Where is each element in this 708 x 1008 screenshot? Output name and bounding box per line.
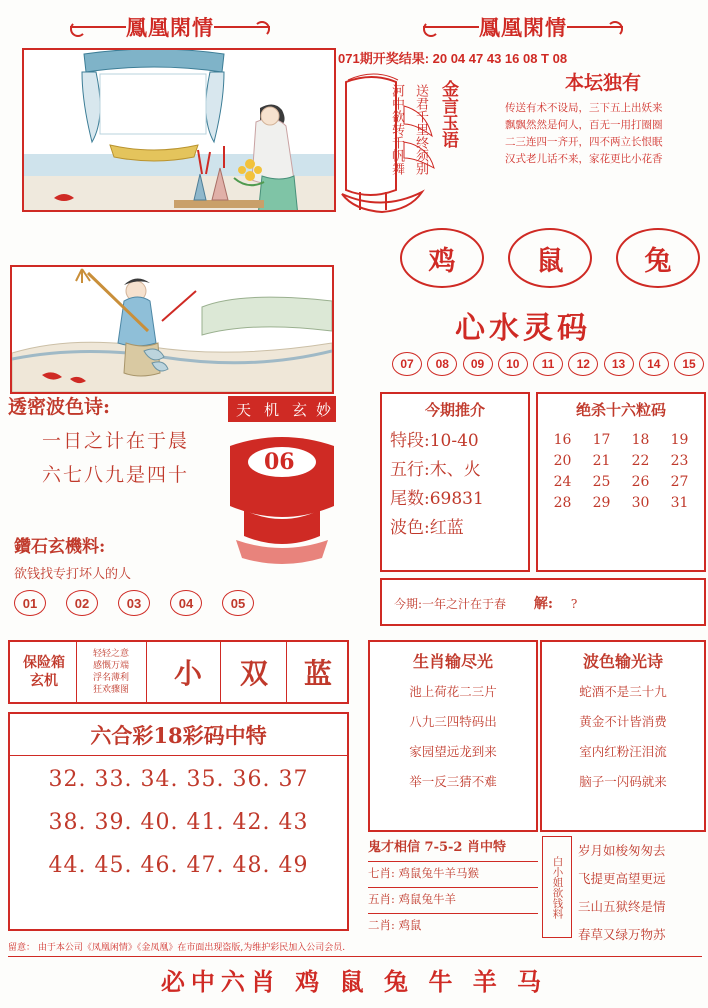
zuanshi-ball-2[interactable]: 02	[66, 590, 98, 616]
baoxian-label	[14, 642, 74, 702]
guicai-row-3	[368, 913, 538, 933]
xinshui-ball-9[interactable]: 15	[674, 352, 704, 376]
liuhe-title: 六合彩18彩码中特	[90, 723, 267, 748]
xinshui-ball-1[interactable]: 07	[392, 352, 422, 376]
zodiac-row	[400, 228, 700, 288]
yuelang-line-4: 春草又绿万物苏	[578, 927, 666, 942]
tuijie-label-3: 尾数:	[390, 489, 430, 509]
jiesha-grid	[538, 424, 704, 511]
bose-poem-line-2: 黄金不计皆消费	[579, 714, 667, 729]
tuijie-row-1	[382, 424, 528, 453]
toumi-block	[8, 392, 223, 487]
baoxian-label-line2: 玄机	[30, 673, 58, 689]
zuanshi-ball-3[interactable]: 03	[118, 590, 150, 616]
zuanshi-block	[14, 532, 224, 582]
footer-final-line: 必中六肖 鸡 鼠 兔 牛 羊 马	[160, 967, 548, 996]
zuanshi-subtitle: 欲钱找专打坏人的人	[14, 567, 132, 582]
baoxian-char-1[interactable]: 小	[173, 657, 202, 690]
svg-text:机: 机	[264, 401, 280, 419]
jiesha-num-11: 26	[631, 474, 650, 490]
baoxian-divider-2	[146, 642, 147, 702]
banner-swirl-left2-icon	[423, 19, 479, 35]
jinqi-box	[380, 578, 706, 626]
jiesha-num-6: 21	[592, 453, 611, 469]
shengxiao-poem-line-1: 池上荷花二三片	[409, 684, 497, 699]
tuijie-box	[380, 392, 530, 572]
bose-poem-title: 波色输光诗	[582, 652, 663, 671]
tuijie-label-4: 波色:	[390, 518, 430, 538]
banner-swirl-left-icon	[70, 19, 126, 35]
footer-note: 留意： 由于本公司《凤凰闲情》《金凤凰》在市面出现盗版,为维护彩民加入公司会员.	[8, 940, 702, 957]
liuhe-row-2: 38. 39. 40. 41. 42. 43	[48, 810, 309, 835]
tuijie-value-2: 木、火	[429, 460, 481, 480]
baoxian-divider-4	[286, 642, 287, 702]
liuhe-box	[8, 712, 349, 931]
yuelang-line-1: 岁月如梭匆匆去	[578, 843, 666, 858]
baoxian-box	[8, 640, 349, 704]
jiesha-title: 绝杀十六粒码	[575, 401, 666, 419]
shengxiao-poem-line-3: 家园望远龙到来	[409, 744, 497, 759]
guicai-row-1	[368, 861, 538, 881]
jiesha-num-8: 23	[670, 453, 689, 469]
yuelang-line-2: 飞提更高望更远	[578, 871, 666, 886]
bentan-block	[505, 68, 701, 169]
jiesha-num-15: 30	[631, 495, 650, 511]
guicai-label-3: 二肖:	[368, 918, 395, 932]
svg-text:天: 天	[236, 401, 252, 419]
toumi-line-2: 六七八九是四十	[41, 464, 189, 486]
banner-left-title: 鳳凰閑情	[126, 15, 214, 40]
boat-title: 金言玉语	[438, 80, 458, 148]
banner-right	[408, 14, 638, 40]
toumi-line-1: 一日之计在于晨	[41, 430, 189, 452]
liuhe-row-3: 44. 45. 46. 47. 48. 49	[48, 853, 309, 878]
zodiac-2[interactable]: 鼠	[508, 228, 592, 288]
bentan-line-3: 二三连四一齐开，四不两立长恨眠	[505, 136, 663, 148]
shengxiao-poem-line-2: 八九三四特码出	[409, 714, 497, 729]
xinshui-ball-2[interactable]: 08	[427, 352, 457, 376]
tuijie-value-1: 10-40	[429, 431, 479, 451]
jiesha-num-4: 19	[670, 432, 689, 448]
jiesha-num-10: 25	[592, 474, 611, 490]
illustration-lady	[22, 48, 336, 212]
xinshui-ball-5[interactable]: 11	[533, 352, 563, 376]
stamp-graphic	[222, 392, 342, 572]
banner-right-title: 鳳凰閑情	[479, 15, 567, 40]
guicai-value-2: 鸡鼠兔牛羊	[398, 892, 457, 906]
xinshui-ball-8[interactable]: 14	[639, 352, 669, 376]
yuelang-block	[578, 836, 704, 948]
shengxiao-poem-line-4: 举一反三猜不难	[409, 774, 497, 789]
baoxian-divider-1	[76, 642, 77, 702]
xinshui-title: 心水灵码	[455, 311, 591, 346]
jiesha-num-16: 31	[670, 495, 689, 511]
guicai-value-3: 鸡鼠	[398, 918, 422, 932]
baoxian-poem	[80, 642, 142, 702]
bose-poem-line-4: 脑子一闪码就来	[579, 774, 667, 789]
bose-poem-line-3: 室内红粉汪泪流	[579, 744, 667, 759]
jiesha-num-5: 20	[553, 453, 572, 469]
guicai-row-2	[368, 887, 538, 907]
baixiaojie-vertical-box	[542, 836, 572, 938]
jiesha-num-1: 16	[553, 432, 572, 448]
guicai-block	[368, 836, 538, 933]
zodiac-3[interactable]: 兔	[616, 228, 700, 288]
jinqi-text: 今期:一年之汁在于春	[394, 597, 507, 611]
jiesha-box	[536, 392, 706, 572]
shengxiao-poem-title: 生肖输尽光	[412, 652, 493, 671]
baoxian-char-2[interactable]: 双	[239, 657, 268, 690]
zuanshi-ball-4[interactable]: 04	[170, 590, 202, 616]
boat-col-1: 河中欲转千帆舞	[389, 84, 404, 175]
stamp-number: 06	[264, 449, 295, 475]
banner-swirl-right-icon	[214, 19, 270, 35]
guicai-label-2: 五肖:	[368, 892, 395, 906]
tuijie-value-4: 红蓝	[429, 518, 464, 538]
shengxiao-poem-box	[368, 640, 538, 832]
xinshui-number-row	[392, 352, 704, 376]
xinshui-ball-7[interactable]: 13	[604, 352, 634, 376]
yuelang-line-3: 三山五狱终是情	[578, 899, 666, 914]
baoxian-poem-4: 狂欢骤图	[92, 685, 129, 695]
guicai-value-1: 鸡鼠兔牛羊马猴	[398, 866, 480, 880]
guicai-label-1: 七肖:	[368, 866, 395, 880]
tuijie-value-3: 69831	[429, 489, 484, 509]
zuanshi-ball-row	[14, 590, 254, 616]
baoxian-divider-3	[220, 642, 221, 702]
svg-text:玄: 玄	[292, 401, 308, 419]
bentan-title: 本坛独有	[564, 72, 641, 94]
tuijie-title: 今期推介	[424, 401, 485, 419]
jiesha-num-9: 24	[553, 474, 572, 490]
bose-poem-box	[540, 640, 706, 832]
jiesha-num-13: 28	[553, 495, 572, 511]
bose-poem-line-1: 蛇酒不是三十九	[579, 684, 667, 699]
liuhe-row-1: 32. 33. 34. 35. 36. 37	[48, 767, 309, 792]
bentan-line-1: 传送有术不设局，三下五上出妖来	[505, 102, 663, 114]
pic2-art	[12, 267, 332, 392]
svg-text:妙: 妙	[316, 401, 332, 419]
jiesha-num-2: 17	[592, 432, 611, 448]
baoxian-char-3[interactable]: 蓝	[303, 657, 332, 690]
tuijie-label-2: 五行:	[390, 460, 430, 480]
baoxian-label-line1: 保险箱	[23, 655, 65, 671]
banner-swirl-right2-icon	[567, 19, 623, 35]
jiesha-num-3: 18	[631, 432, 650, 448]
jiesha-num-14: 29	[592, 495, 611, 511]
xinshui-ball-3[interactable]: 09	[463, 352, 493, 376]
zuanshi-ball-5[interactable]: 05	[222, 590, 254, 616]
boat-col-2: 送君千里终须别	[413, 84, 428, 175]
pic1-art	[24, 50, 334, 210]
jinqi-jie-value: ?	[570, 597, 578, 611]
baoxian-poem-1: 轻轻之意	[92, 649, 129, 659]
illustration-fisherman	[10, 265, 334, 394]
zodiac-1[interactable]: 鸡	[400, 228, 484, 288]
zuanshi-ball-1[interactable]: 01	[14, 590, 46, 616]
baoxian-poem-2: 感慨万端	[92, 661, 129, 671]
baoxian-poem-3: 浮名薄利	[92, 673, 129, 683]
bentan-line-4: 汉式老儿话不来，家花更比小花香	[505, 153, 663, 165]
boat-illustration	[340, 62, 500, 222]
jinqi-inner	[382, 580, 704, 613]
tuijie-row-2	[382, 453, 528, 482]
liuhe-divider	[10, 755, 347, 756]
jiesha-num-12: 27	[670, 474, 689, 490]
jiesha-num-7: 22	[631, 453, 650, 469]
tuijie-row-4	[382, 511, 528, 540]
guicai-title: 鬼才相信 7-5-2 肖中特	[368, 840, 506, 855]
zuanshi-title: 鑽石玄機料:	[14, 537, 106, 557]
tuijie-row-3	[382, 482, 528, 511]
bentan-line-2: 飘飘然然是何人，百无一用打圈圈	[505, 119, 663, 131]
tuijie-label-1: 特段:	[390, 431, 430, 451]
baixiaojie-text: 白小姐欲钱料	[551, 855, 564, 919]
draw-result-line: 071期开奖结果: 20 04 47 43 16 08 T 08	[338, 51, 568, 66]
toumi-title: 透密波色诗:	[8, 396, 111, 418]
stamp-art	[222, 392, 342, 572]
banner-left	[55, 14, 285, 40]
jinqi-jie-label: 解:	[533, 596, 554, 612]
xinshui-ball-4[interactable]: 10	[498, 352, 528, 376]
xinshui-ball-6[interactable]: 12	[568, 352, 598, 376]
